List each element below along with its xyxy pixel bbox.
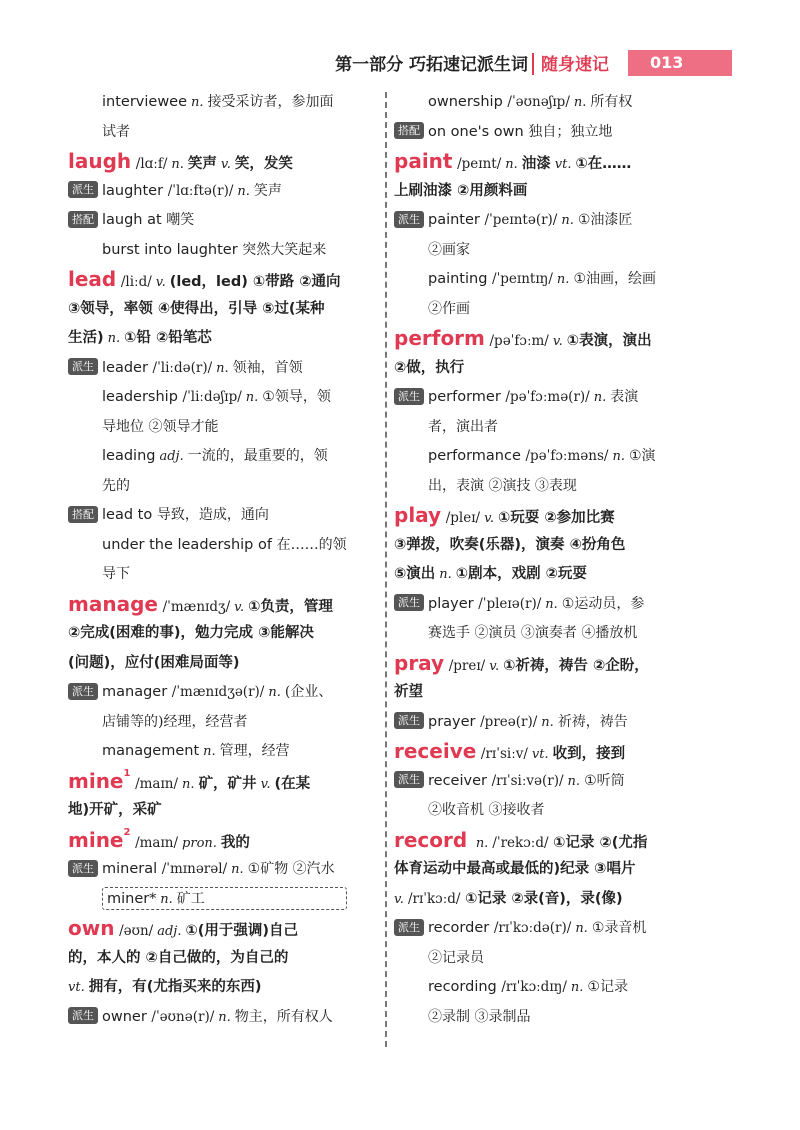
- definition: ①运动员，参: [561, 595, 645, 612]
- part-of-speech: n.: [203, 744, 216, 759]
- homonym-number: 2: [123, 826, 131, 838]
- phonetic: /ˈlɑːftə(r)/: [167, 182, 234, 199]
- definition: 上刷油漆 ②用颜料画: [394, 182, 528, 199]
- phonetic: /lɑːf/: [135, 156, 168, 172]
- entry-line: [394, 531, 702, 561]
- entry-line: [68, 354, 374, 384]
- definition: 导致，造成，通向: [156, 507, 269, 523]
- phonetic: /preə(r)/: [480, 713, 538, 730]
- phonetic: /ˈrekɔːd/: [492, 834, 549, 851]
- definition: ①在……: [575, 156, 632, 172]
- definition: 导下: [102, 566, 130, 582]
- derived-word: leadership: [102, 389, 178, 405]
- part-of-speech: n.: [541, 714, 554, 730]
- part-of-speech: n.: [439, 567, 452, 582]
- derived-word: interviewee: [102, 94, 188, 110]
- phrase: on one's own: [428, 123, 524, 140]
- definition: 笑，发笑: [234, 156, 293, 172]
- entry-line: [68, 383, 374, 413]
- entry-line: [68, 1003, 374, 1033]
- part-of-speech: n.: [475, 835, 489, 851]
- entry-line: [394, 590, 702, 620]
- derived-word: laughter: [102, 182, 164, 199]
- entry-line: [394, 678, 702, 708]
- headword: mine: [68, 768, 124, 793]
- derived-word: recorder: [428, 920, 490, 936]
- definition: 的，本人的 ②自己做的，为自己的: [68, 949, 289, 966]
- section-title: 第一部分 巧拓速记派生词: [335, 55, 528, 75]
- part-of-speech: n.: [171, 157, 184, 172]
- headword: lead: [68, 267, 117, 291]
- phonetic: /peɪnt/: [457, 156, 502, 172]
- phonetic: /rɪˈsiːvə(r)/: [491, 772, 564, 789]
- entry-line: [394, 796, 702, 826]
- phonetic: /ˈpleɪə(r)/: [478, 595, 542, 612]
- phonetic: /ˈmænɪdʒə(r)/: [171, 684, 265, 700]
- entry-line: [394, 855, 702, 885]
- part-of-speech: n.: [505, 157, 518, 172]
- definition: 出，表演 ②演技 ③表现: [428, 477, 577, 494]
- right-column: [394, 88, 702, 1032]
- derived-word: performer: [428, 389, 501, 405]
- entry-line: [68, 472, 374, 502]
- definition: ⑤演出: [394, 566, 436, 582]
- definition: ①祈祷，祷告 ②企盼，: [503, 657, 649, 674]
- definition: ②记录员: [428, 949, 484, 966]
- headword: play: [394, 503, 442, 527]
- entry-line: [68, 177, 374, 207]
- headword-line: [394, 324, 702, 354]
- definition: 接受采访者，参加面: [207, 94, 334, 110]
- headword-line: [68, 590, 374, 620]
- phonetic: /rɪˈkɔːdə(r)/: [493, 920, 572, 936]
- headword: mine: [68, 827, 124, 852]
- phonetic: /rɪˈkɔːd/: [407, 890, 461, 907]
- part-of-speech: adj.: [157, 924, 182, 939]
- entry-line: [68, 560, 374, 590]
- column-divider: [385, 92, 387, 1047]
- definition: 祈望: [394, 684, 423, 700]
- derived-word: player: [428, 595, 474, 612]
- entry-line: [68, 236, 374, 266]
- definition: 者，演出者: [428, 418, 498, 435]
- entry-line: [394, 472, 702, 502]
- entry-line: [394, 413, 702, 443]
- definition: 领袖，首领: [232, 359, 303, 376]
- derived-word: management: [102, 743, 200, 759]
- derived-word: leader: [102, 359, 148, 376]
- definition: ②录制 ③录制品: [428, 1008, 531, 1025]
- entry-line: [68, 442, 374, 472]
- part-of-speech: n.: [612, 449, 625, 464]
- phrase: laugh at: [102, 212, 162, 228]
- definition: ①玩耍 ②参加比赛: [498, 510, 615, 526]
- definition: 一流的，最重要的，领: [187, 448, 328, 464]
- headword-line: [394, 826, 702, 856]
- entry-line: [68, 973, 374, 1003]
- page-number: 013: [628, 50, 732, 76]
- collocation-badge: 搭配: [394, 122, 424, 139]
- phonetic: /ˈəʊnə(r)/: [151, 1008, 215, 1025]
- entry-line: [68, 413, 374, 443]
- entry-line: [394, 177, 702, 207]
- definition: 拥有，有(尤指买来的东西): [88, 979, 262, 995]
- derive-badge: 派生: [68, 683, 98, 700]
- definition: ①表演，演出: [566, 333, 652, 349]
- entry-line: [394, 88, 702, 118]
- definition: 独自；独立地: [528, 123, 613, 140]
- phonetic: /preɪ/: [448, 657, 486, 674]
- entry-line: [68, 531, 374, 561]
- highlight-box: [102, 887, 347, 910]
- homonym-number: 1: [123, 767, 131, 779]
- definition: (企业、: [284, 684, 333, 700]
- definition: 体育运动中最高或最低的)纪录 ③唱片: [394, 861, 636, 877]
- derive-badge: 派生: [394, 919, 424, 936]
- phonetic: /liːd/: [120, 274, 152, 290]
- entry-line: [394, 973, 702, 1003]
- derive-badge: 派生: [394, 712, 424, 729]
- part-of-speech: n.: [182, 776, 195, 792]
- part-of-speech: n.: [237, 183, 250, 199]
- definition: ②收音机 ③接收者: [428, 802, 545, 818]
- derived-word: owner: [102, 1008, 147, 1025]
- derive-badge: 派生: [394, 594, 424, 611]
- derived-word: mineral: [102, 861, 158, 877]
- part-of-speech: n.: [191, 95, 204, 110]
- definition: 收到，接到: [552, 746, 626, 762]
- phonetic: /pəˈfɔːməns/: [525, 448, 609, 464]
- definition: (在某: [274, 775, 311, 792]
- derived-word: miner: [107, 890, 150, 907]
- entry-line: [394, 118, 702, 148]
- headword-line: [68, 826, 374, 856]
- headword-line: [394, 501, 702, 531]
- part-of-speech: n.: [593, 390, 607, 405]
- definition: 在……的领: [276, 536, 347, 553]
- definition: ③弹拨，吹奏(乐器)，演奏 ④扮角色: [394, 536, 626, 553]
- derived-word: performance: [428, 448, 521, 464]
- part-of-speech: n.: [561, 213, 574, 228]
- phrase: burst into laughter: [102, 241, 238, 258]
- headword-line: [394, 147, 702, 177]
- phonetic: /əʊn/: [119, 923, 154, 939]
- phonetic: /ˈəʊnəʃɪp/: [507, 94, 570, 110]
- definition: 物主，所有权人: [234, 1008, 333, 1025]
- header-separator: [532, 53, 534, 75]
- derive-badge: 派生: [394, 388, 424, 405]
- phonetic: /rɪˈsiːv/: [480, 746, 528, 762]
- definition: 突然大笑起来: [242, 241, 327, 258]
- part-of-speech: n.: [107, 331, 121, 346]
- phonetic: /ˈpeɪntə(r)/: [484, 212, 558, 228]
- definition: ①领导，领: [262, 389, 331, 405]
- headword-line: [68, 265, 374, 295]
- definition: 嘲笑: [166, 212, 195, 228]
- entry-line: [394, 265, 702, 295]
- definition: 笑声: [187, 156, 217, 172]
- phonetic: /pəˈfɔːmə(r)/: [505, 389, 590, 405]
- entry-line: [68, 649, 374, 679]
- headword: pray: [394, 650, 445, 675]
- section-subtitle: 随身速记: [541, 55, 609, 75]
- definition: (led，led) ①带路 ②通向: [169, 274, 341, 290]
- headword: record: [394, 827, 468, 852]
- definition: 赛选手 ②演员 ③演奏者 ④播放机: [428, 625, 638, 641]
- phonetic: /pleɪ/: [445, 510, 481, 526]
- definition: ②画家: [428, 241, 470, 258]
- phonetic: /ˈpeɪntɪŋ/: [492, 271, 553, 287]
- derived-word: leading: [102, 448, 156, 464]
- headword-line: [394, 737, 702, 767]
- part-of-speech: n.: [268, 685, 281, 700]
- entry-line: [68, 944, 374, 974]
- part-of-speech: n.: [573, 95, 587, 110]
- phonetic: /maɪn/: [135, 775, 179, 792]
- part-of-speech: n.: [567, 773, 581, 789]
- definition: ①录音机: [591, 920, 647, 936]
- definition: 生活): [68, 330, 104, 346]
- entry-line: [394, 560, 702, 590]
- entry-line: [394, 442, 702, 472]
- entry-line: [394, 383, 702, 413]
- derive-badge: 派生: [68, 181, 98, 198]
- phonetic: /ˈliːdəʃɪp/: [182, 389, 242, 405]
- entry-line: [394, 236, 702, 266]
- derived-word: painter: [428, 212, 480, 228]
- entry-line: [68, 737, 374, 767]
- headword-line: [68, 147, 374, 177]
- headword: receive: [394, 739, 477, 763]
- collocation-badge: 搭配: [68, 506, 98, 523]
- headword-line: [68, 914, 374, 944]
- definition: ②完成(困难的事)，勉力完成 ③能解决: [68, 625, 314, 641]
- part-of-speech: n.: [245, 390, 259, 405]
- part-of-speech: v.: [260, 776, 271, 792]
- part-of-speech: n.: [575, 921, 588, 936]
- definition: ①记录 ②录(音)，录(像): [465, 890, 623, 907]
- part-of-speech: n.: [231, 862, 244, 877]
- entry-line: [68, 295, 374, 325]
- part-of-speech: vt.: [68, 980, 85, 995]
- headword-line: [394, 649, 702, 679]
- definition: ①听筒: [584, 772, 625, 789]
- left-column: [68, 88, 374, 1032]
- part-of-speech: n.: [218, 1009, 231, 1025]
- definition: 矿，矿井: [198, 775, 257, 792]
- entry-line: [68, 118, 374, 148]
- entry-line: [394, 944, 702, 974]
- derived-word: ownership: [428, 94, 503, 110]
- key-word-mark: *: [149, 890, 157, 907]
- definition: ③领导，率领 ④使得出，引导 ⑤过(某种: [68, 300, 325, 317]
- phonetic: /ˈmænɪdʒ/: [162, 598, 231, 615]
- entry-line: [394, 708, 702, 738]
- derive-badge: 派生: [68, 860, 98, 877]
- derive-badge: 派生: [68, 358, 98, 375]
- collocation-badge: 搭配: [68, 211, 98, 228]
- definition: 试者: [102, 123, 130, 140]
- part-of-speech: v.: [552, 334, 563, 349]
- definition: ①记录: [587, 979, 628, 995]
- part-of-speech: pron.: [182, 835, 217, 851]
- definition: 管理，经营: [219, 743, 290, 759]
- part-of-speech: v.: [394, 891, 404, 907]
- definition: (问题)，应付(困难局面等): [68, 654, 240, 671]
- part-of-speech: n.: [545, 596, 558, 612]
- part-of-speech: n.: [570, 980, 584, 995]
- derived-word: manager: [102, 684, 168, 700]
- phonetic: /pəˈfɔːm/: [489, 333, 549, 349]
- part-of-speech: v.: [155, 275, 166, 290]
- entry-line: [68, 88, 374, 118]
- entry-line: [68, 619, 374, 649]
- definition: 导地位 ②领导才能: [102, 418, 219, 435]
- definition: ①剧本，戏剧 ②玩耍: [455, 566, 587, 582]
- derive-badge: 派生: [394, 211, 424, 228]
- derived-word: painting: [428, 271, 488, 287]
- part-of-speech: n.: [556, 272, 570, 287]
- definition: ①铅 ②铅笔芯: [124, 330, 212, 346]
- definition: 地)开矿，采矿: [68, 802, 162, 818]
- derive-badge: 派生: [68, 1007, 98, 1024]
- definition: ②做，执行: [394, 359, 465, 376]
- entry-line: [394, 767, 702, 797]
- part-of-speech: v.: [234, 599, 245, 615]
- page-header: [0, 50, 800, 80]
- definition: 表演: [610, 389, 639, 405]
- entry-line: [68, 885, 374, 915]
- definition: 矿工: [176, 890, 205, 907]
- definition: ①矿物 ②汽水: [247, 861, 335, 877]
- headword: own: [68, 916, 115, 940]
- entry-line: [68, 678, 374, 708]
- phonetic: /maɪn/: [135, 834, 179, 851]
- headword: manage: [68, 591, 158, 616]
- headword: perform: [394, 326, 485, 350]
- definition: ①油画，绘画: [573, 271, 656, 287]
- definition: 店铺等的)经理，经营者: [102, 713, 248, 730]
- phonetic: /rɪˈkɔːdɪŋ/: [501, 979, 567, 995]
- definition: 先的: [102, 477, 130, 494]
- definition: 所有权: [590, 94, 633, 110]
- headword: paint: [394, 149, 453, 173]
- headword: laugh: [68, 149, 132, 173]
- phonetic: /ˈmɪnərəl/: [161, 861, 228, 877]
- part-of-speech: v.: [220, 157, 231, 172]
- part-of-speech: n.: [216, 360, 229, 376]
- entry-line: [394, 206, 702, 236]
- entry-line: [394, 914, 702, 944]
- entry-line: [394, 354, 702, 384]
- entry-line: [394, 1003, 702, 1033]
- definition: ①(用于强调)自己: [185, 923, 299, 939]
- entry-line: [68, 324, 374, 354]
- part-of-speech: n.: [160, 891, 173, 907]
- entry-line: [394, 619, 702, 649]
- definition: 油漆: [521, 156, 551, 172]
- definition: 笑声: [253, 182, 282, 199]
- definition: ①负责，管理: [248, 598, 333, 615]
- entry-line: [68, 206, 374, 236]
- entry-line: [394, 295, 702, 325]
- entry-line: [68, 708, 374, 738]
- derived-word: prayer: [428, 713, 476, 730]
- part-of-speech: vt.: [554, 157, 572, 172]
- entry-line: [68, 501, 374, 531]
- derived-word: recording: [428, 979, 497, 995]
- part-of-speech: adj.: [159, 449, 184, 464]
- headword-line: [68, 767, 374, 797]
- phrase: lead to: [102, 507, 153, 523]
- derived-word: receiver: [428, 772, 487, 789]
- phrase: under the leadership of: [102, 536, 272, 553]
- derive-badge: 派生: [394, 771, 424, 788]
- definition: ①油漆匠: [577, 212, 633, 228]
- part-of-speech: v.: [484, 511, 495, 526]
- part-of-speech: v.: [489, 658, 500, 674]
- definition: ①记录 ②(尤指: [553, 834, 648, 851]
- entry-line: [68, 796, 374, 826]
- entry-line: [68, 855, 374, 885]
- definition: ①演: [628, 448, 656, 464]
- definition: ②作画: [428, 300, 470, 317]
- entry-line: [394, 885, 702, 915]
- phonetic: /ˈliːdə(r)/: [152, 359, 213, 376]
- definition: 祈祷，祷告: [557, 713, 628, 730]
- definition: 我的: [220, 834, 250, 851]
- part-of-speech: vt.: [531, 747, 549, 762]
